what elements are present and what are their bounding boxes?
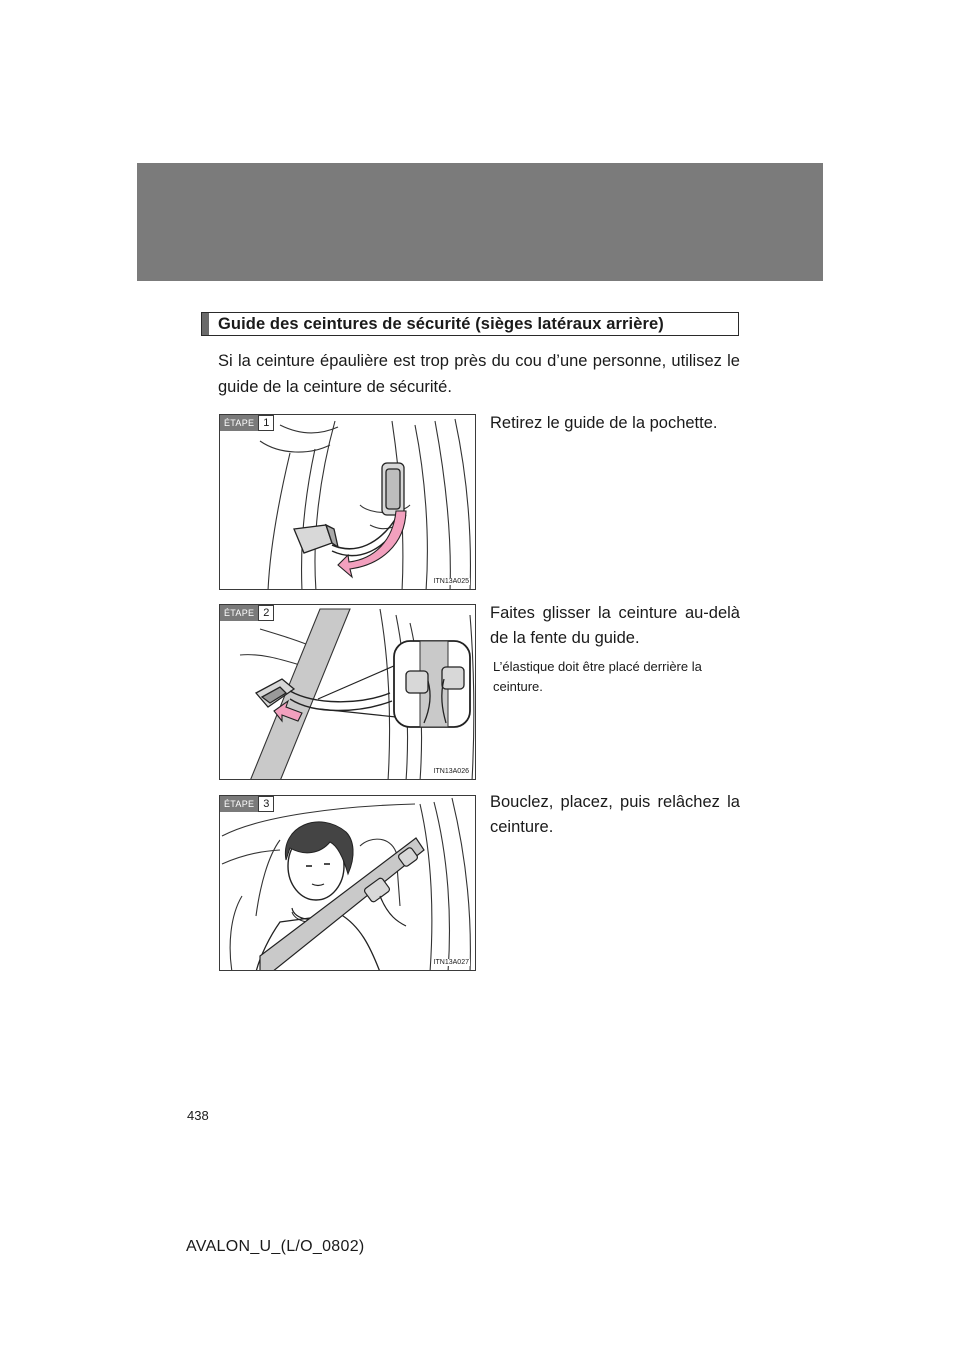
section-heading-text: Guide des ceintures de sécurité (sièges latéraux arrière) [218, 314, 664, 333]
section-heading [201, 312, 739, 336]
step-word: ÉTAPE [220, 605, 258, 621]
belt-guide-removal-drawing [220, 415, 476, 590]
step-3-instruction: Bouclez, placez, puis relâchez la ceinture. [490, 793, 740, 836]
step-number: 1 [258, 415, 274, 431]
step-3-badge [220, 796, 274, 812]
figure-code: ITN13A025 [433, 578, 469, 585]
header-band [137, 163, 823, 281]
step-1-instruction: Retirez le guide de la pochette. [490, 414, 718, 432]
step-number: 3 [258, 796, 274, 812]
heading-accent-bar [202, 313, 209, 335]
step-2-instruction: Faites glisser la ceinture au-delà de la fente du guide. [490, 604, 740, 647]
figure-code: ITN13A026 [433, 768, 469, 775]
figure-code: ITN13A027 [433, 959, 469, 966]
step-1-badge [220, 415, 274, 431]
step-3-illustration [219, 795, 476, 971]
footer-code: AVALON_U_(L/O_0802) [186, 1238, 365, 1255]
step-word: ÉTAPE [220, 415, 258, 431]
intro-paragraph: Si la ceinture épaulière est trop près du cou d’une personne, utilisez le guide de la ceinture de sécurité. [218, 352, 740, 396]
page-number: 438 [187, 1108, 209, 1123]
step-2-badge [220, 605, 274, 621]
step-word: ÉTAPE [220, 796, 258, 812]
step-2-illustration [219, 604, 476, 780]
step-number: 2 [258, 605, 274, 621]
belt-slot-drawing [220, 605, 476, 780]
step-1-illustration [219, 414, 476, 590]
step-2-note: L’élastique doit être placé derrière la ceinture. [493, 659, 702, 694]
child-seatbelt-drawing [220, 796, 476, 971]
